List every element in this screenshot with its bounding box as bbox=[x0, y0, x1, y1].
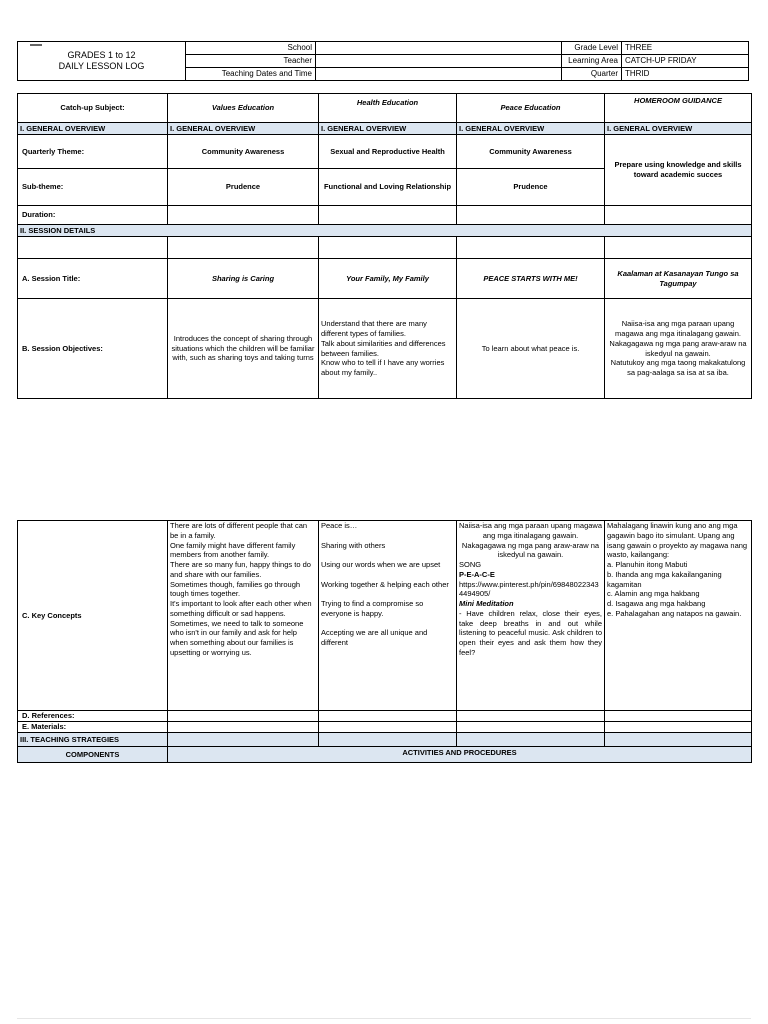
kc-peace-meditation: - Have children relax, close their eyes, take deep breaths in and out while listening to peaceful music. Ask children to open their eyes and ask them how they feel? bbox=[459, 608, 602, 657]
blank-cell bbox=[457, 237, 605, 259]
duration-health[interactable] bbox=[319, 206, 457, 225]
session-details-heading: II. SESSION DETAILS bbox=[18, 225, 752, 237]
key-concepts-health: Peace is… Sharing with others Using our words when we are upset Working together & helping each other Trying to find a compromise so everyone is happy. Accepting we are all unique and different bbox=[319, 521, 457, 711]
key-concepts-table bbox=[17, 520, 752, 763]
blank-cell bbox=[319, 237, 457, 259]
blank-cell bbox=[168, 237, 319, 259]
materials-label: E. Materials: bbox=[18, 722, 168, 733]
subject-values: Values Education bbox=[168, 94, 319, 123]
kc-peace-song: SONG bbox=[459, 560, 482, 569]
grade-level-label: Grade Level bbox=[562, 42, 622, 55]
duration-peace[interactable] bbox=[457, 206, 605, 225]
materials-health[interactable] bbox=[319, 722, 457, 733]
references-homeroom[interactable] bbox=[605, 711, 752, 722]
duration-homeroom[interactable] bbox=[605, 206, 752, 225]
objectives-peace: To learn about what peace is. bbox=[457, 299, 605, 399]
materials-values[interactable] bbox=[168, 722, 319, 733]
general-overview-values: I. GENERAL OVERVIEW bbox=[168, 123, 319, 135]
quarterly-theme-peace: Community Awareness bbox=[457, 135, 605, 169]
activities-procedures-heading: ACTIVITIES AND PROCEDURES bbox=[168, 747, 752, 763]
subject-health: Health Education bbox=[319, 94, 457, 123]
references-health[interactable] bbox=[319, 711, 457, 722]
key-concepts-peace bbox=[457, 521, 605, 711]
teaching-strategies-heading: III. TEACHING STRATEGIES bbox=[18, 733, 168, 747]
blank-cell bbox=[605, 237, 752, 259]
session-title-values: Sharing is Caring bbox=[168, 259, 319, 299]
subject-homeroom: HOMEROOM GUIDANCE bbox=[605, 94, 752, 123]
blank-cell bbox=[18, 237, 168, 259]
materials-homeroom[interactable] bbox=[605, 722, 752, 733]
subtheme-label: Sub-theme: bbox=[18, 169, 168, 206]
quarterly-theme-label: Quarterly Theme: bbox=[18, 135, 168, 169]
components-heading: COMPONENTS bbox=[18, 747, 168, 763]
kc-peace-url[interactable]: https://www.pinterest.ph/pin/69848022343449490​5/ bbox=[459, 579, 599, 599]
session-objectives-label: B. Session Objectives: bbox=[18, 299, 168, 399]
blank-cell bbox=[457, 733, 605, 747]
subject-peace: Peace Education bbox=[457, 94, 605, 123]
subtheme-health: Functional and Loving Relationship bbox=[319, 169, 457, 206]
page-footer-line bbox=[17, 1018, 751, 1019]
blank-cell bbox=[168, 733, 319, 747]
header-table bbox=[17, 41, 749, 81]
catchup-subject-label: Catch-up Subject: bbox=[18, 94, 168, 123]
blank-cell bbox=[319, 733, 457, 747]
general-overview-homeroom: I. GENERAL OVERVIEW bbox=[605, 123, 752, 135]
objectives-health: Understand that there are many different types of families. Talk about similarities and differences between families. Know who to tell if I have any worries about my family.. bbox=[319, 299, 457, 399]
learning-area-value: CATCH-UP FRIDAY bbox=[622, 55, 749, 68]
session-title-peace: PEACE STARTS WITH ME! bbox=[457, 259, 605, 299]
objectives-values: Introduces the concept of sharing through situations which the children will be familiar with, such as sharing toys and taking turns bbox=[168, 299, 319, 399]
quarterly-theme-values: Community Awareness bbox=[168, 135, 319, 169]
duration-values[interactable] bbox=[168, 206, 319, 225]
references-label: D. References: bbox=[18, 711, 168, 722]
teaching-dates-label: Teaching Dates and Time bbox=[186, 68, 316, 81]
key-concepts-values: There are lots of different people that can be in a family. One family might have different family members from another family. There are so many fun, happy things to do and share with our families. Sometimes though, families go through tough times together. It's important to look after each other when something difficult or sad happens. Sometimes, we need to talk to someone who isn't in our family and ask for help when something about our families is upsetting or worrying us. bbox=[168, 521, 319, 711]
general-overview-heading: I. GENERAL OVERVIEW bbox=[18, 123, 168, 135]
log-title-line1: GRADES 1 to 12 bbox=[67, 49, 136, 60]
log-title bbox=[18, 42, 186, 81]
materials-peace[interactable] bbox=[457, 722, 605, 733]
grade-level-value: THREE bbox=[622, 42, 749, 55]
quarter-label: Quarter bbox=[562, 68, 622, 81]
blank-cell bbox=[605, 733, 752, 747]
teaching-dates-field[interactable] bbox=[316, 68, 562, 81]
learning-area-label: Learning Area bbox=[562, 55, 622, 68]
school-label: School bbox=[186, 42, 316, 55]
references-peace[interactable] bbox=[457, 711, 605, 722]
homeroom-theme: Prepare using knowledge and skills toward academic succes bbox=[605, 135, 752, 206]
subtheme-values: Prudence bbox=[168, 169, 319, 206]
general-overview-health: I. GENERAL OVERVIEW bbox=[319, 123, 457, 135]
lesson-overview-table bbox=[17, 93, 752, 399]
session-title-health: Your Family, My Family bbox=[319, 259, 457, 299]
kc-peace-song-title: P-E-A-C-E bbox=[459, 569, 495, 579]
references-values[interactable] bbox=[168, 711, 319, 722]
teacher-label: Teacher bbox=[186, 55, 316, 68]
teacher-field[interactable] bbox=[316, 55, 562, 68]
duration-label: Duration: bbox=[18, 206, 168, 225]
subtheme-peace: Prudence bbox=[457, 169, 605, 206]
objectives-homeroom: Naiisa-isa ang mga paraan upang magawa ang mga itinalagang gawain. Nakagagawa ng mga pang araw-araw na iskedyul na gawain. Natutukoy ang mga taong makakatulong sa pag-aalaga sa isa at sa iba. bbox=[605, 299, 752, 399]
key-concepts-homeroom: Mahalagang linawin kung ano ang mga gagawin bago ito simulant. Upang ang isang gawain o proyekto ay magawa nang wasto, kailangang: a. Planuhin itong Mabuti b. Ihanda ang mga kakailanganing kagamitan c. Alamin ang mga hakbang d. Isagawa ang mga hakbang e. Pahalagahan ang natapos na gawain. bbox=[605, 521, 752, 711]
quarter-value: THRID bbox=[622, 68, 749, 81]
kc-peace-intro: Naiisa-isa ang mga paraan upang magawa ang mga itinalagang gawain. Nakagagawa ng mga pang araw-araw na iskedyul na gawain. bbox=[459, 521, 603, 560]
key-concepts-label: C. Key Concepts bbox=[18, 521, 168, 711]
session-title-homeroom: Kaalaman at Kasanayan Tungo sa Tagumpay bbox=[605, 259, 752, 299]
school-field[interactable] bbox=[316, 42, 562, 55]
log-title-line2: DAILY LESSON LOG bbox=[58, 61, 145, 71]
kc-peace-meditation-title: Mini Meditation bbox=[459, 599, 514, 608]
quarterly-theme-health: Sexual and Reproductive Health bbox=[319, 135, 457, 169]
session-title-label: A. Session Title: bbox=[18, 259, 168, 299]
general-overview-peace: I. GENERAL OVERVIEW bbox=[457, 123, 605, 135]
